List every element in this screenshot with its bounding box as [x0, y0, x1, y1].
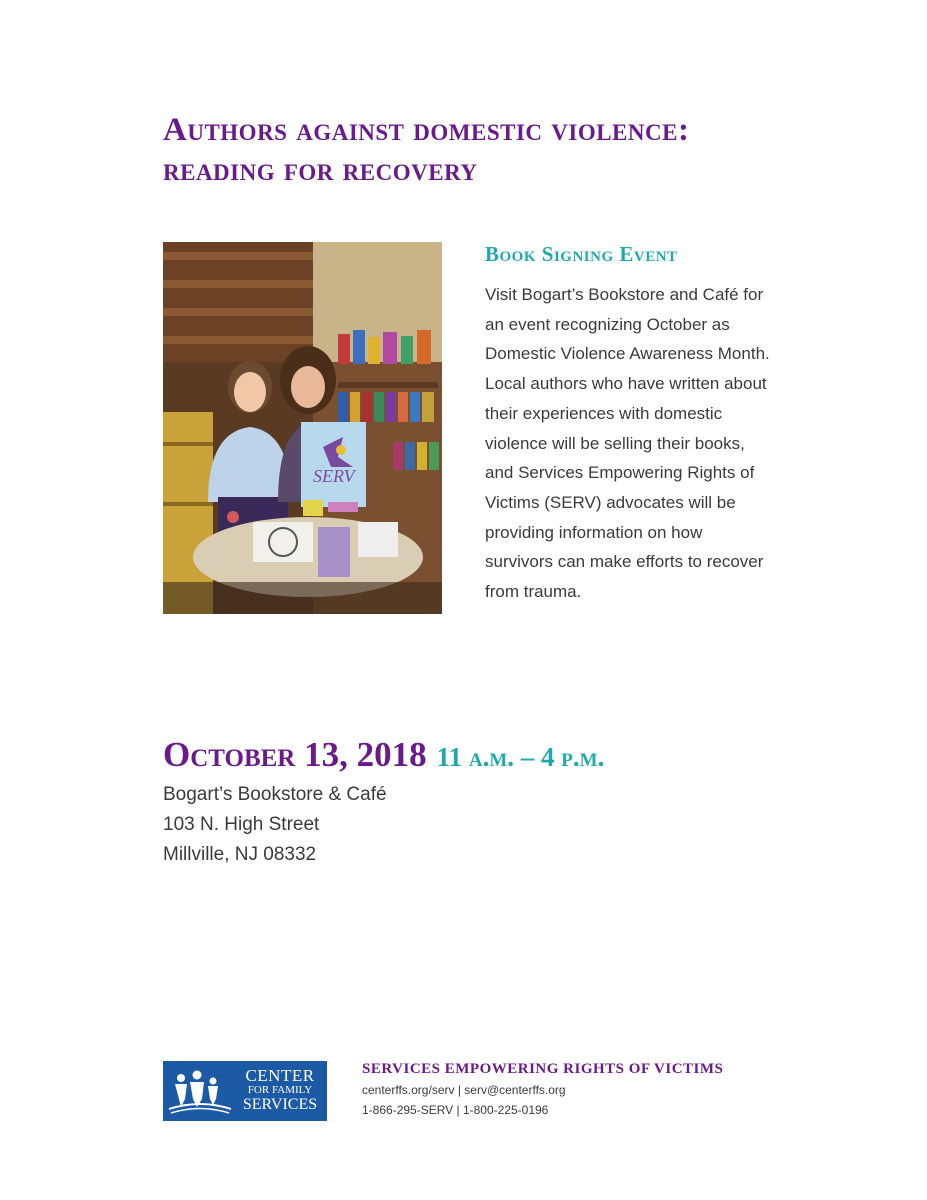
event-photo	[163, 242, 442, 614]
venue-street: 103 N. High Street	[163, 814, 320, 835]
page-title: Authors against domestic violence: reading for recovery	[163, 112, 690, 188]
logo-line-center: CENTER	[245, 1066, 315, 1085]
venue-address	[163, 780, 387, 870]
family-figures-icon	[167, 1069, 233, 1115]
logo-line-for-family: FOR FAMILY	[247, 1084, 313, 1096]
event-description: Visit Bogart’s Bookstore and Café for an event recognizing October as Domestic Violence Awareness Month. Local authors who have written about their experiences with domestic violence will be selling their books, and Services Empowering Rights of Victims (SERV) advocates will be providing information on how survivors can make efforts to recover from trauma.	[485, 285, 770, 602]
footer-phone: 1-866-295-SERV | 1-800-225-0196	[362, 1103, 549, 1117]
event-datetime	[163, 735, 604, 775]
footer-contact: centerffs.org/serv | serv@centerffs.org	[362, 1083, 566, 1097]
center-for-family-services-logo	[163, 1061, 327, 1121]
event-time: 11 a.m. – 4 p.m.	[436, 742, 605, 772]
venue-name: Bogart’s Bookstore & Café	[163, 784, 387, 805]
event-heading: Book Signing Event	[485, 242, 678, 266]
event-date: October 13, 2018	[163, 735, 427, 774]
serv-sign-text: SERV	[313, 466, 355, 486]
footer-title: SERVICES EMPOWERING RIGHTS OF VICTIMS	[362, 1061, 724, 1077]
logo-line-services: SERVICES	[242, 1096, 318, 1113]
venue-city: Millville, NJ 08332	[163, 844, 317, 865]
